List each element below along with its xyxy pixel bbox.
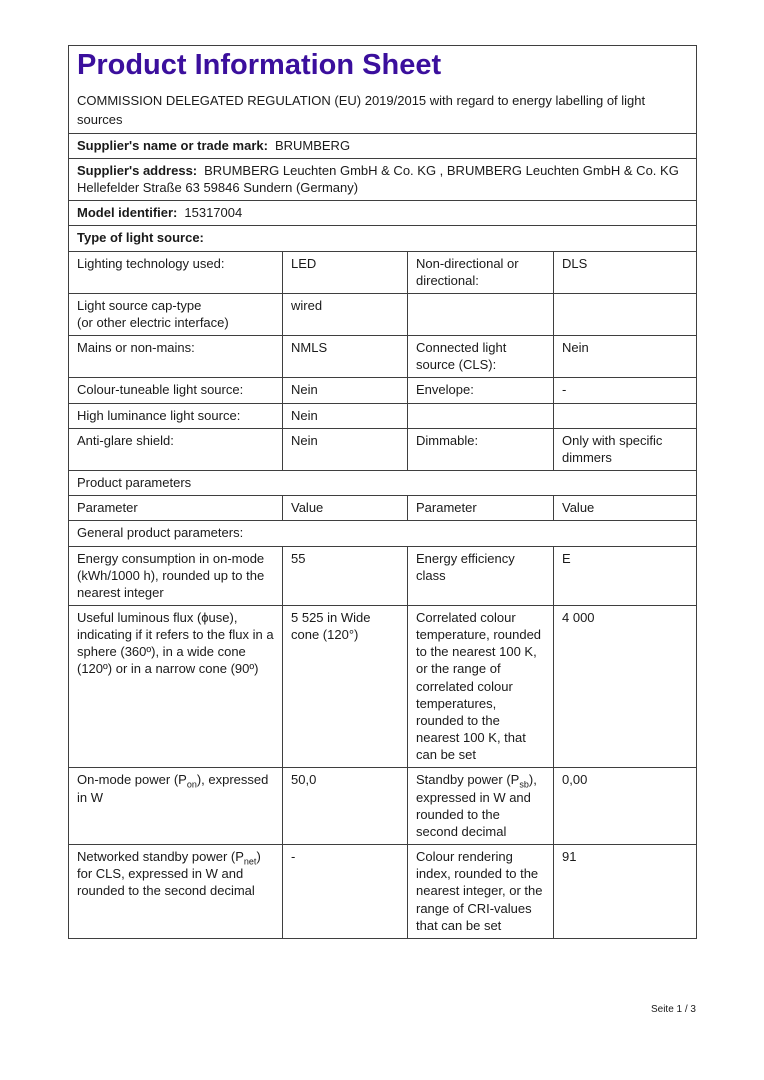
model-identifier-label: Model identifier: <box>77 205 178 221</box>
param-cell: Non-directional or directional: <box>408 251 554 293</box>
param-cell: Colour rendering index, rounded to the nearest integer, or the range of CRI-values that can be set <box>408 845 554 939</box>
general-parameter-rows <box>69 546 697 938</box>
value-cell: Nein <box>283 378 408 403</box>
value-cell: DLS <box>554 251 697 293</box>
table-row <box>69 546 697 605</box>
param-cell: Energy efficiency class <box>408 546 554 605</box>
table-row <box>69 251 697 293</box>
param-cell <box>408 293 554 335</box>
param-cell: Colour-tuneable light source: <box>69 378 283 403</box>
table-row <box>69 845 697 939</box>
param-cell: Correlated colour temperature, rounded to the nearest 100 K, or the range of correlated colour temperatures, rounded to the nearest 100 K, that can be set <box>408 606 554 768</box>
type-of-light-source-label: Type of light source: <box>77 230 204 246</box>
value-cell: 50,0 <box>283 768 408 845</box>
column-header: Value <box>554 496 697 521</box>
page-number: Seite 1 / 3 <box>650 1004 696 1015</box>
column-header: Parameter <box>408 496 554 521</box>
param-cell: Mains or non-mains: <box>69 336 283 378</box>
column-header-row <box>69 496 697 521</box>
value-cell <box>554 403 697 428</box>
value-cell: E <box>554 546 697 605</box>
value-cell: Only with specific dimmers <box>554 428 697 470</box>
supplier-address-value: BRUMBERG Leuchten GmbH & Co. KG , BRUMBERG Leuchten GmbH & Co. KG Hellefelder Straße 63 59846 Sundern (Germany) <box>77 162 679 196</box>
param-cell: High luminance light source: <box>69 403 283 428</box>
title-row <box>69 46 697 134</box>
value-cell: Nein <box>554 336 697 378</box>
param-cell: Lighting technology used: <box>69 251 283 293</box>
supplier-name-label: Supplier's name or trade mark: <box>77 137 268 153</box>
model-identifier-row <box>69 201 697 226</box>
param-cell: Envelope: <box>408 378 554 403</box>
value-cell: 0,00 <box>554 768 697 845</box>
value-cell: - <box>554 378 697 403</box>
type-section-rows <box>69 251 697 471</box>
table-row <box>69 378 697 403</box>
value-cell: wired <box>283 293 408 335</box>
parameters-section <box>69 471 697 546</box>
general-parameters-title-row <box>69 521 697 546</box>
value-cell: 91 <box>554 845 697 939</box>
column-header: Value <box>283 496 408 521</box>
value-cell: Nein <box>283 428 408 470</box>
general-parameters-title: General product parameters: <box>69 521 697 546</box>
param-cell: Useful luminous flux (ϕuse), indicating if it refers to the flux in a sphere (360º), in a wide cone (120º) or in a narrow cone (90º) <box>69 606 283 768</box>
value-cell: 4 000 <box>554 606 697 768</box>
value-cell <box>554 293 697 335</box>
param-cell: Dimmable: <box>408 428 554 470</box>
value-cell: LED <box>283 251 408 293</box>
value-cell: NMLS <box>283 336 408 378</box>
table-row <box>69 336 697 378</box>
page-title: Product Information Sheet <box>77 49 442 81</box>
regulation-subtitle: COMMISSION DELEGATED REGULATION (EU) 2019/2015 with regard to energy labelling of light sources <box>77 93 646 127</box>
table-row <box>69 403 697 428</box>
info-table <box>68 45 697 939</box>
table-row <box>69 606 697 768</box>
param-cell: Light source cap-type (or other electric interface) <box>69 293 283 335</box>
model-identifier-value: 15317004 <box>184 205 243 221</box>
param-cell: On-mode power $(P_{on})$, expressed in W <box>69 768 283 845</box>
column-header: Parameter <box>69 496 283 521</box>
value-cell: - <box>283 845 408 939</box>
param-cell: Connected light source (CLS): <box>408 336 554 378</box>
value-cell: 55 <box>283 546 408 605</box>
value-cell: Nein <box>283 403 408 428</box>
param-cell: Networked standby power $(P_{net})$ for CLS, expressed in W and rounded to the second decimal <box>69 845 283 939</box>
header-block <box>69 46 697 252</box>
supplier-address-label: Supplier's address: <box>77 162 198 178</box>
type-of-light-source-row <box>69 226 697 251</box>
value-cell: 5 525 in Wide cone (120°) <box>283 606 408 768</box>
table-row <box>69 428 697 470</box>
param-cell <box>408 403 554 428</box>
table-row <box>69 768 697 845</box>
product-parameters-title-row <box>69 471 697 496</box>
param-cell: Anti-glare shield: <box>69 428 283 470</box>
param-cell: Energy consumption in on-mode (kWh/1000 h), rounded up to the nearest integer <box>69 546 283 605</box>
table-row <box>69 293 697 335</box>
supplier-address-row <box>69 158 697 200</box>
product-parameters-title: Product parameters <box>69 471 697 496</box>
supplier-name-row <box>69 133 697 158</box>
param-cell: Standby power $(P_{sb})$, expressed in W and rounded to the second decimal <box>408 768 554 845</box>
supplier-name-value: BRUMBERG <box>274 137 351 153</box>
